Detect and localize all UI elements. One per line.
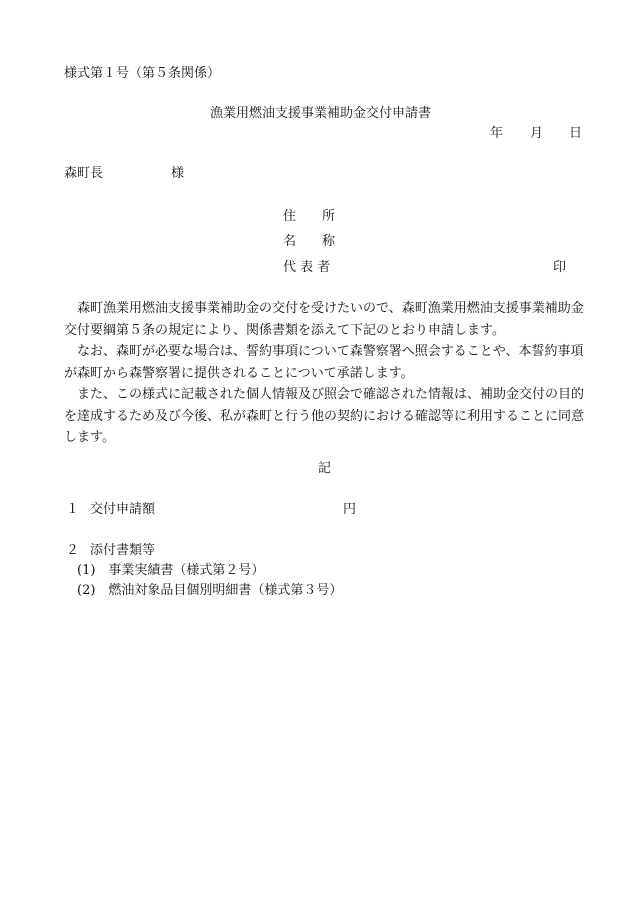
- item-1-number: １: [66, 502, 80, 517]
- date-year-label: 年: [490, 126, 504, 141]
- name-label: 名 称: [283, 234, 336, 249]
- address-label: 住 所: [283, 209, 336, 224]
- item-1-unit: 円: [343, 502, 357, 517]
- form-number: 様式第１号（第５条関係）: [64, 66, 221, 81]
- addressee-name: 森町長: [64, 166, 104, 181]
- date-month-label: 月: [530, 126, 544, 141]
- attachment-1: (1) 事業実績書（様式第２号）: [77, 563, 265, 578]
- body-paragraph-2: なお、森町が必要な場合は、誓約事項について森警察署へ照会することや、本誓約事項が森町から森警察署に提供されることについて承諾します。: [64, 344, 584, 381]
- ki-heading: 記: [318, 461, 332, 476]
- seal-label: 印: [553, 260, 567, 275]
- item-2-number: ２: [66, 543, 80, 558]
- item-2-label: 添付書類等: [90, 543, 156, 558]
- date-day-label: 日: [569, 126, 583, 141]
- body-paragraph-3: また、この様式に記載された個人情報及び照会で確認された情報は、補助金交付の目的を達成するため及び今後、私が森町と行う他の契約における確認等に利用することに同意します。: [64, 387, 585, 445]
- representative-label: 代 表 者: [283, 260, 331, 275]
- item-1-label: 交付申請額: [90, 502, 156, 517]
- body-paragraph-1: 森町漁業用燃油支援事業補助金の交付を受けたいので、森町漁業用燃油支援事業補助金交付要綱第５条の規定により、関係書類を添えて下記のとおり申請します。: [64, 301, 584, 338]
- addressee-honorific: 様: [171, 166, 185, 181]
- attachment-2: (2) 燃油対象品目個別明細書（様式第３号）: [77, 583, 343, 598]
- page-title: 漁業用燃油支援事業補助金交付申請書: [210, 106, 432, 121]
